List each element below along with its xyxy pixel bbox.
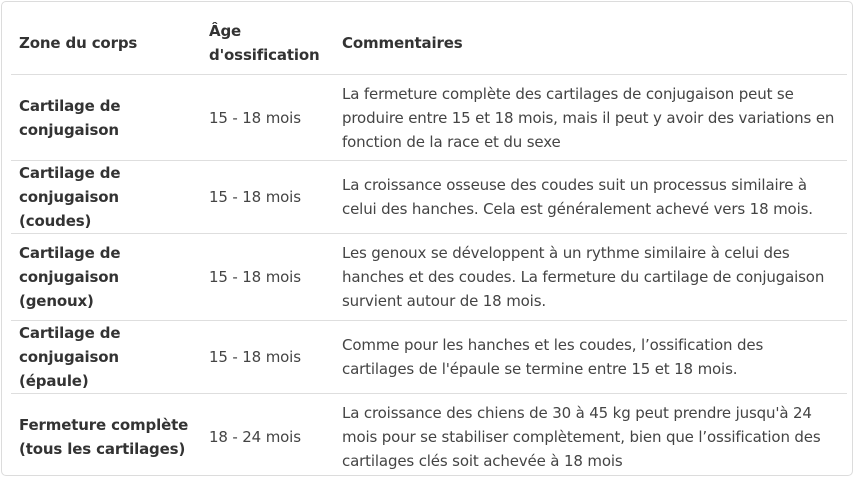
table-row	[11, 321, 847, 394]
cell-age: 15 - 18 mois	[201, 161, 334, 234]
cell-comment: Les genoux se développent à un rythme similaire à celui des hanches et des coudes. La fermeture du cartilage de conjugaison survient autour de 18 mois.	[334, 234, 847, 321]
table-row	[11, 75, 847, 161]
cell-age: 15 - 18 mois	[201, 234, 334, 321]
header-row	[11, 11, 847, 75]
cell-comment: La fermeture complète des cartilages de conjugaison peut se produire entre 15 et 18 mois, mais il peut y avoir des variations en fonction de la race et du sexe	[334, 75, 847, 161]
cell-age: 15 - 18 mois	[201, 321, 334, 394]
table-row	[11, 394, 847, 480]
cell-comment: Comme pour les hanches et les coudes, l’ossification des cartilages de l'épaule se termine entre 15 et 18 mois.	[334, 321, 847, 394]
table-header	[11, 11, 847, 75]
table-row	[11, 234, 847, 321]
header-age: Âge d'ossification	[201, 11, 334, 75]
cell-comment: La croissance osseuse des coudes suit un processus similaire à celui des hanches. Cela est généralement achevé vers 18 mois.	[334, 161, 847, 234]
cell-zone: Fermeture complète (tous les cartilages)	[11, 394, 201, 480]
table-row	[11, 161, 847, 234]
cell-zone: Cartilage de conjugaison (coudes)	[11, 161, 201, 234]
header-comment: Commentaires	[334, 11, 847, 75]
ossification-table	[11, 11, 847, 480]
table-body	[11, 75, 847, 480]
cell-zone: Cartilage de conjugaison (genoux)	[11, 234, 201, 321]
ossification-table-container	[1, 1, 853, 476]
header-zone: Zone du corps	[11, 11, 201, 75]
cell-comment: La croissance des chiens de 30 à 45 kg peut prendre jusqu'à 24 mois pour se stabiliser complètement, bien que l’ossification des cartilages clés soit achevée à 18 mois	[334, 394, 847, 480]
cell-zone: Cartilage de conjugaison (épaule)	[11, 321, 201, 394]
cell-age: 18 - 24 mois	[201, 394, 334, 480]
cell-age: 15 - 18 mois	[201, 75, 334, 161]
cell-zone: Cartilage de conjugaison	[11, 75, 201, 161]
